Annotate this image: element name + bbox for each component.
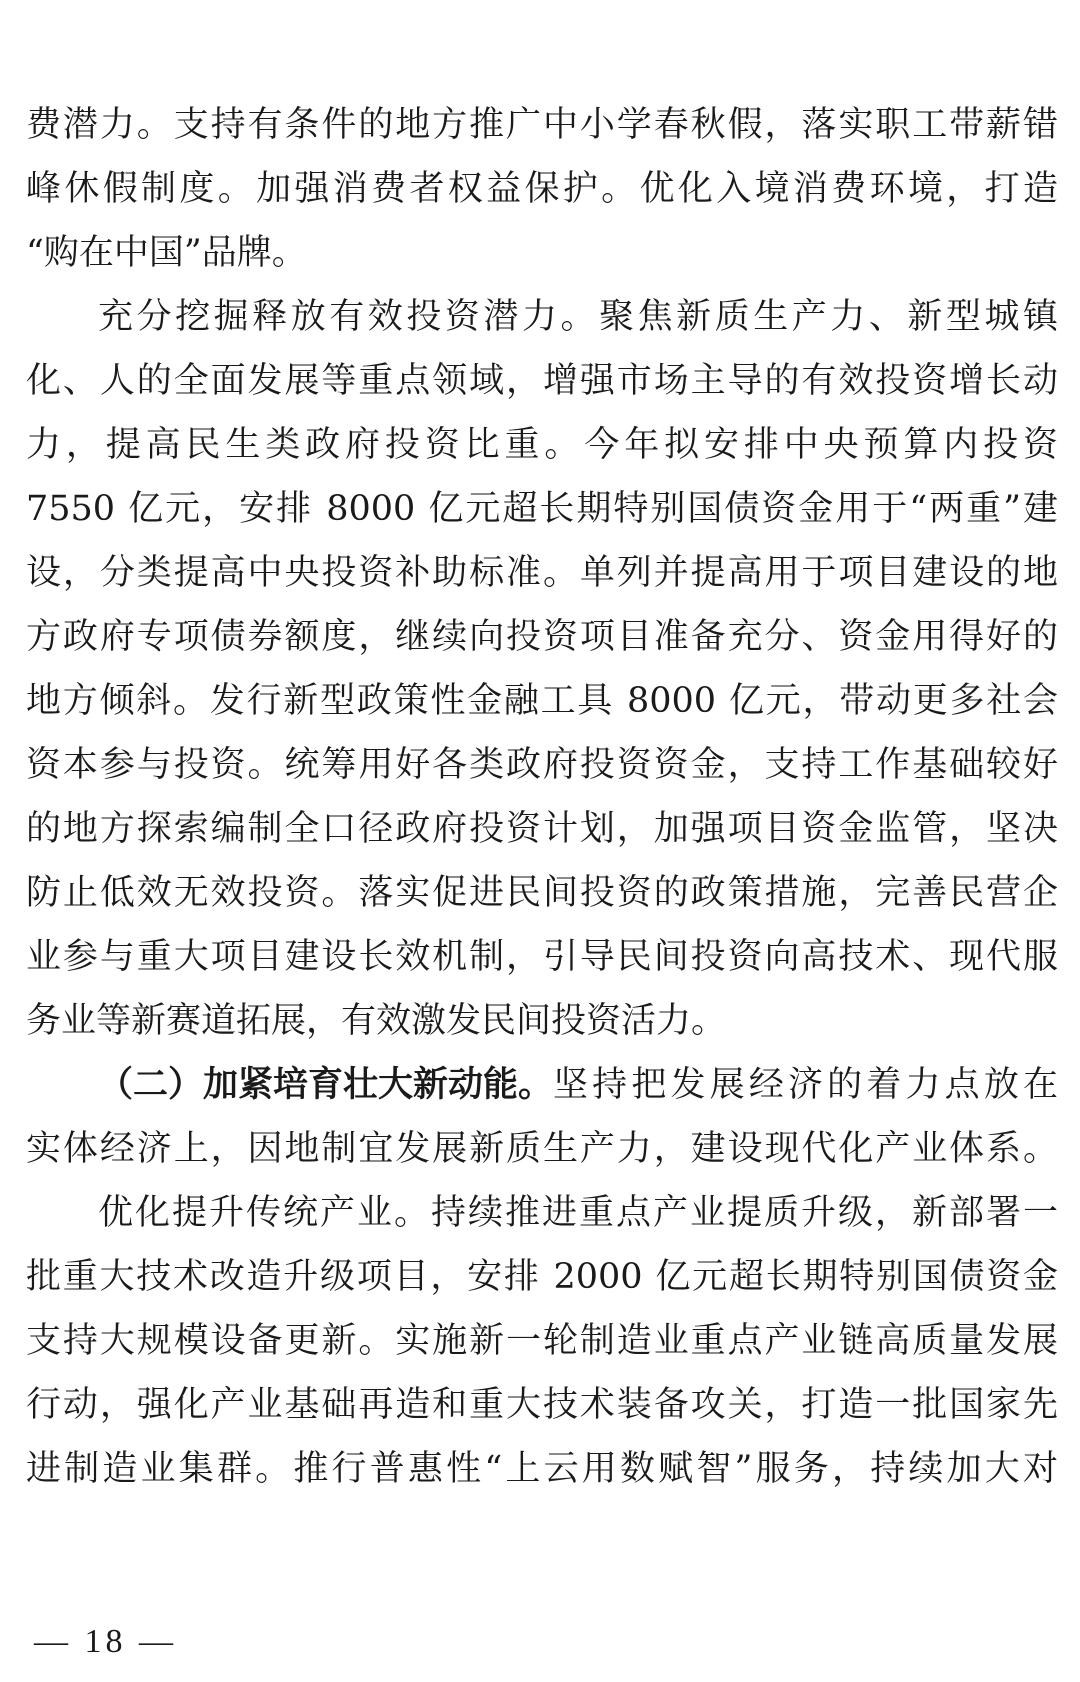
text-line: 的地方探索编制全口径政府投资计划，加强项目资金监管，坚决 xyxy=(26,809,1058,849)
text-line: 设，分类提高中央投资补助标准。单列并提高用于项目建设的地 xyxy=(26,553,1058,593)
text-line: 力，提高民生类政府投资比重。今年拟安排中央预算内投资 xyxy=(26,425,1058,465)
text-line: 资本参与投资。统筹用好各类政府投资资金，支持工作基础较好 xyxy=(26,745,1058,785)
text-line: 行动，强化产业基础再造和重大技术装备攻关，打造一批国家先 xyxy=(26,1385,1058,1425)
section-heading: （二）加紧培育壮大新动能。 xyxy=(98,1064,554,1105)
text-line: 化、人的全面发展等重点领域，增强市场主导的有效投资增长动 xyxy=(26,361,1058,401)
text-line: 方政府专项债券额度，继续向投资项目准备充分、资金用得好的 xyxy=(26,617,1058,657)
text-line: 务业等新赛道拓展，有效激发民间投资活力。 xyxy=(26,1001,727,1041)
text-line: 防止低效无效投资。落实促进民间投资的政策措施，完善民营企 xyxy=(26,873,1058,913)
text-line: 峰休假制度。加强消费者权益保护。优化入境消费环境，打造 xyxy=(26,169,1058,209)
text-line: 支持大规模设备更新。实施新一轮制造业重点产业链高质量发展 xyxy=(26,1321,1058,1361)
text-line: 7550 亿元，安排 8000 亿元超长期特别国债资金用于“两重”建 xyxy=(26,489,1058,529)
text-line: 进制造业集群。推行普惠性“上云用数赋智”服务，持续加大对 xyxy=(26,1449,1058,1489)
text-line: 坚持把发展经济的着力点放在 xyxy=(553,1065,1058,1105)
text-line: 批重大技术改造升级项目，安排 2000 亿元超长期特别国债资金 xyxy=(26,1257,1058,1297)
text-line: 充分挖掘释放有效投资潜力。聚焦新质生产力、新型城镇 xyxy=(98,297,1058,337)
text-line: 地方倾斜。发行新型政策性金融工具 8000 亿元，带动更多社会 xyxy=(26,681,1058,721)
text-line: 费潜力。支持有条件的地方推广中小学春秋假，落实职工带薪错 xyxy=(26,105,1058,145)
text-line: 实体经济上，因地制宜发展新质生产力，建设现代化产业体系。 xyxy=(26,1129,1058,1169)
page-number: — 18 — xyxy=(34,1623,177,1660)
section-heading-line xyxy=(26,1053,1058,1117)
text-line: 优化提升传统产业。持续推进重点产业提质升级，新部署一 xyxy=(98,1193,1058,1233)
text-line: “购在中国”品牌。 xyxy=(26,233,307,273)
text-line: 业参与重大项目建设长效机制，引导民间投资向高技术、现代服 xyxy=(26,937,1058,977)
